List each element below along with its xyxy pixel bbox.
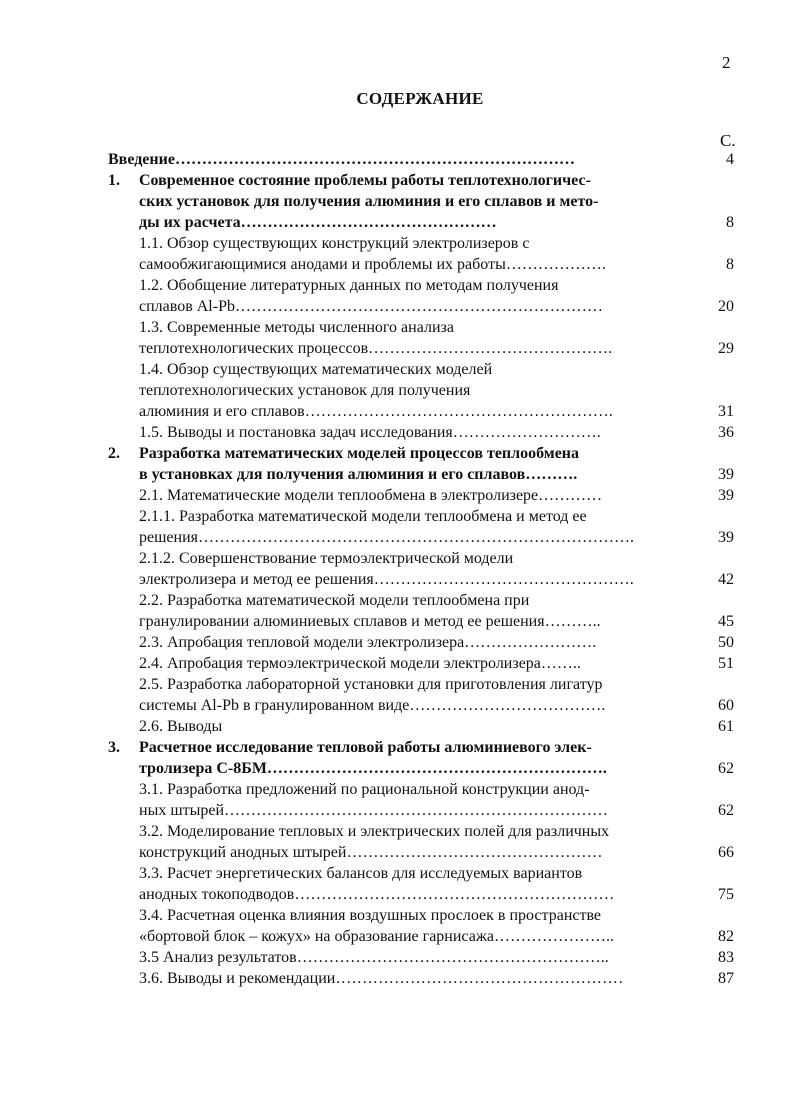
- toc-page: 83: [718, 949, 734, 966]
- toc-page: 66: [718, 844, 734, 861]
- toc-line: самообжигающимися анодами и проблемы их работы……………….: [139, 256, 606, 273]
- page-title: СОДЕРЖАНИЕ: [356, 89, 484, 108]
- page-number: 2: [722, 53, 731, 72]
- toc-line: ных штырей………………………………………………………………: [139, 802, 609, 819]
- toc-page: 60: [718, 697, 734, 714]
- toc-line: тролизера С-8БМ……………………………………………………….: [139, 760, 607, 777]
- toc-page: 4: [726, 151, 734, 168]
- toc-page: 42: [718, 571, 734, 588]
- toc-page: 39: [718, 487, 734, 504]
- toc-line: 2.3. Апробация тепловой модели электролизера…………………….: [139, 634, 597, 651]
- toc-page: 8: [726, 214, 734, 231]
- toc-line: 3.6. Выводы и рекомендации………………………………………………: [139, 970, 624, 987]
- toc-line: анодных токоподводов……………………………………………………: [139, 886, 615, 903]
- section-number: 1.: [108, 172, 120, 189]
- toc-line: ских установок для получения алюминия и его сплавов и мето-: [139, 193, 599, 210]
- toc-line: 3.4. Расчетная оценка влияния воздушных прослоек в пространстве: [139, 907, 602, 924]
- toc-line: Современное состояние проблемы работы теплотехнологичес-: [139, 172, 591, 189]
- toc-line: в установках для получения алюминия и его сплавов……….: [139, 466, 578, 483]
- toc-line: 1.3. Современные методы численного анализа: [139, 319, 454, 336]
- toc-line: 3.3. Расчет энергетических балансов для исследуемых вариантов: [139, 865, 583, 882]
- toc-line: 2.4. Апробация термоэлектрической модели электролизера……..: [139, 655, 581, 672]
- toc-page: 20: [718, 298, 734, 315]
- toc-line: 1.2. Обобщение литературных данных по методам получения: [139, 277, 559, 294]
- toc-line: 2.5. Разработка лабораторной установки для приготовления лигатур: [139, 676, 603, 693]
- toc-line: гранулировании алюминиевых сплавов и метод ее решения………..: [139, 613, 601, 630]
- toc-line: 1.5. Выводы и постановка задач исследования……………………….: [139, 424, 601, 441]
- toc-line: 2.2. Разработка математической модели теплообмена при: [139, 592, 530, 609]
- toc-line: конструкций анодных штырей…………………………………………: [139, 844, 603, 861]
- toc-line: 2.1.1. Разработка математической модели теплообмена и метод ее: [139, 508, 587, 525]
- toc-page: 62: [718, 802, 734, 819]
- toc-line: 2.1. Математические модели теплообмена в электролизере…………: [139, 487, 603, 504]
- toc-line: электролизера и метод ее решения………………………………………….: [139, 571, 634, 588]
- toc-page: 87: [718, 970, 734, 987]
- toc-page: 75: [718, 886, 734, 903]
- toc-line: алюминия и его сплавов………………………………………………….: [139, 403, 613, 420]
- toc-line: системы Al-Pb в гранулированном виде……………………………….: [139, 697, 606, 714]
- toc-line: теплотехнологических процессов……………………………………….: [139, 340, 613, 357]
- toc-page: 82: [718, 928, 734, 945]
- toc-page: 8: [726, 256, 734, 273]
- section-number: 3.: [108, 739, 120, 756]
- toc-page: 36: [718, 424, 734, 441]
- toc-line: 3.2. Моделирование тепловых и электрических полей для различных: [139, 823, 610, 840]
- toc-line: Разработка математических моделей процессов теплообмена: [139, 445, 580, 462]
- section-number: 2.: [108, 445, 120, 462]
- toc-line: 3.1. Разработка предложений по рациональной конструкции анод-: [139, 781, 590, 798]
- toc-line: Расчетное исследование тепловой работы алюминиевого элек-: [139, 739, 592, 756]
- toc-line: «бортовой блок – кожух» на образование гарнисажа…………………..: [139, 928, 614, 945]
- toc-page: 39: [718, 529, 734, 546]
- toc-line: 2.6. Выводы: [139, 718, 223, 735]
- toc-page: 39: [718, 466, 734, 483]
- toc-page: 50: [718, 634, 734, 651]
- toc-line: ды их расчета…………………………………………: [139, 214, 497, 231]
- toc-line: теплотехнологических установок для получения: [139, 382, 471, 399]
- toc-page: 31: [718, 403, 734, 420]
- toc-page: 61: [718, 718, 734, 735]
- toc-page: 45: [718, 613, 734, 630]
- toc-line: 1.4. Обзор существующих математических моделей: [139, 361, 493, 378]
- toc-line: 2.1.2. Совершенствование термоэлектрической модели: [139, 550, 514, 567]
- toc-line: 1.1. Обзор существующих конструкций электролизеров с: [139, 235, 530, 252]
- toc-line: Введение…………………………………………………………………: [108, 151, 575, 168]
- page-column-header: С.: [720, 131, 736, 150]
- toc-line: сплавов Al-Pb……………………………………………………………: [139, 298, 603, 315]
- toc-page: 51: [718, 655, 734, 672]
- toc-page: 29: [718, 340, 734, 357]
- toc-line: 3.5 Анализ результатов…………………………………………………..: [139, 949, 609, 966]
- toc-page: 62: [718, 760, 734, 777]
- toc-line: решения……………………………………………………………………….: [139, 529, 635, 546]
